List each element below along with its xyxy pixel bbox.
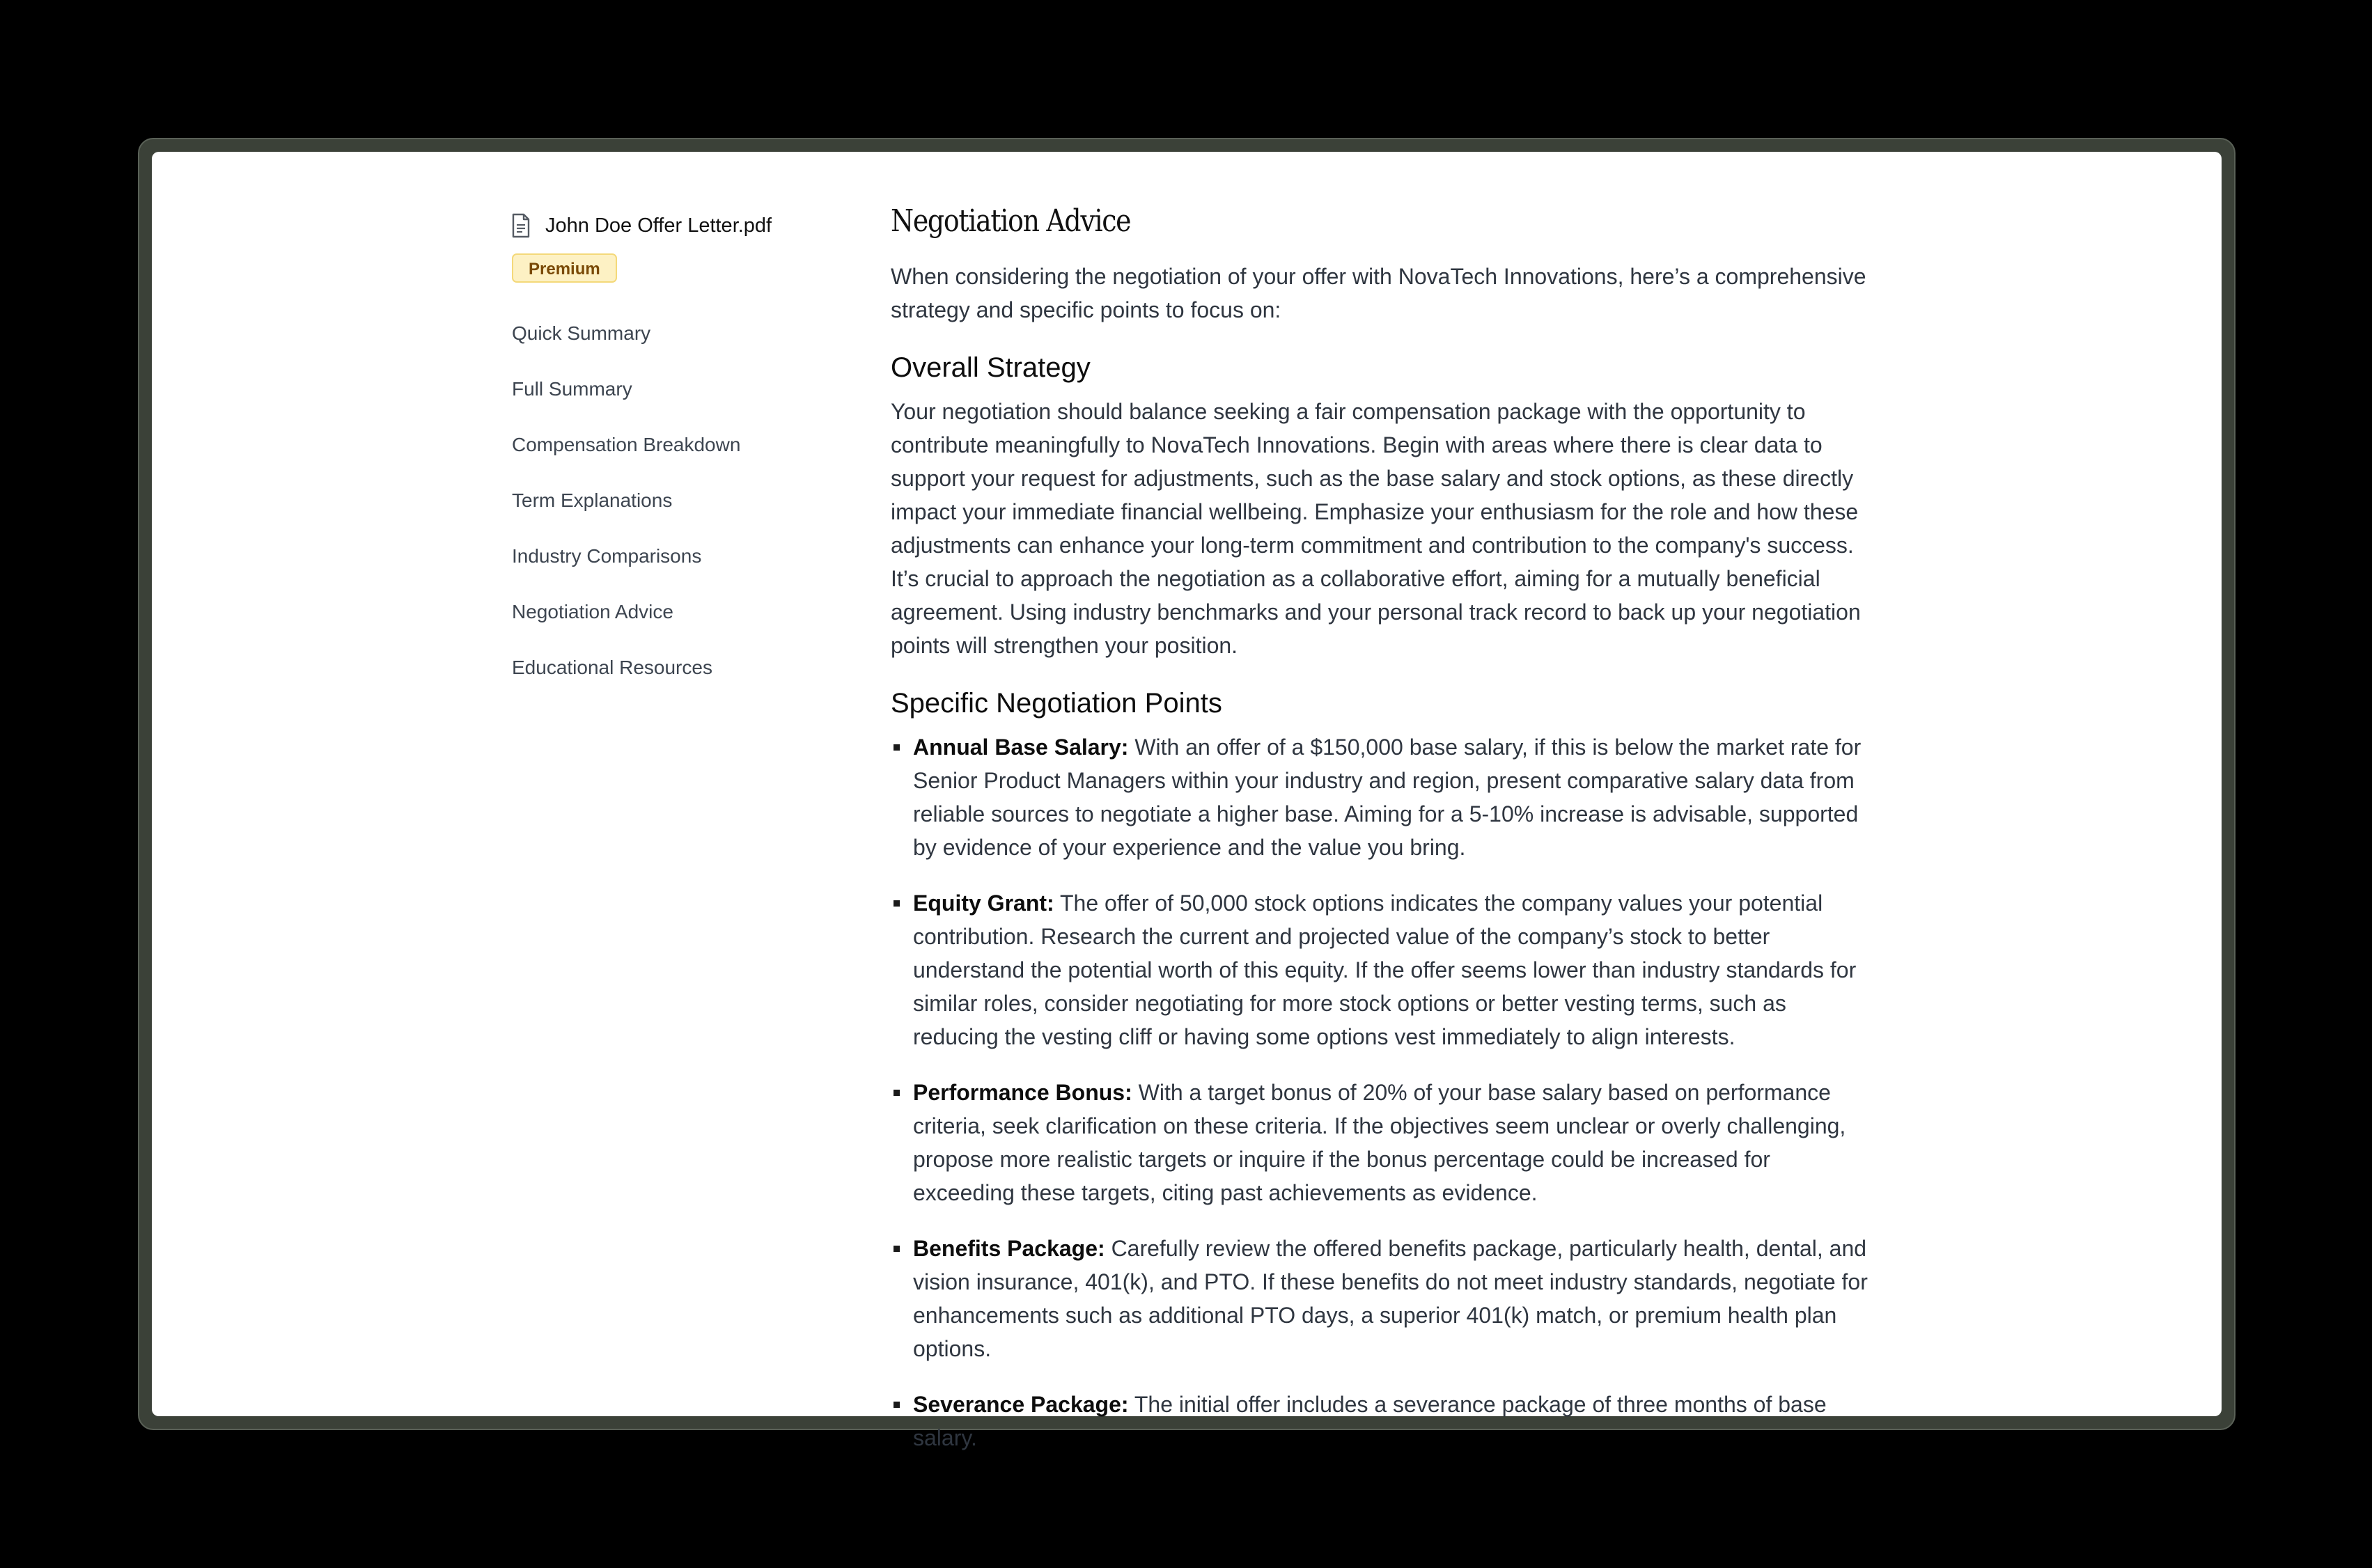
page-title: Negotiation Advice bbox=[891, 203, 1131, 239]
point-term: Annual Base Salary: bbox=[913, 735, 1129, 760]
sidebar-item-compensation-breakdown[interactable]: Compensation Breakdown bbox=[512, 434, 741, 455]
point-text: The offer of 50,000 stock options indicates the company values your potential contribution. Research the current and projected value of the company’s stock to better understand the potential worth of this equity. If the offer seems lower than industry standards for similar roles, consider negotiating for more stock options or better vesting terms, such as reducing the vesting cliff or having some options vest immediately to align interests. bbox=[913, 891, 1857, 1049]
negotiation-points-list bbox=[891, 730, 1873, 1455]
list-item bbox=[891, 1388, 1873, 1455]
point-text: The initial offer includes a severance package of three months of base salary. bbox=[913, 1392, 1827, 1450]
point-text: With an offer of a $150,000 base salary, if this is below the market rate for Senior Product Managers within your industry and region, present comparative salary data from reliable sources to negotiate a higher base. Aiming for a 5-10% increase is advisable, supported by evidence of your experience and the value you bring. bbox=[913, 735, 1862, 860]
intro-paragraph: When considering the negotiation of your offer with NovaTech Innovations, here’s a comprehensive strategy and specific points to focus on: bbox=[891, 264, 1866, 322]
document-title: John Doe Offer Letter.pdf bbox=[545, 214, 772, 237]
square-bullet-icon bbox=[894, 1402, 900, 1408]
sidebar-item-quick-summary[interactable]: Quick Summary bbox=[512, 322, 651, 344]
document-icon bbox=[512, 213, 530, 238]
main-content bbox=[891, 203, 1873, 1477]
window-frame bbox=[138, 138, 2236, 1450]
sidebar-item-full-summary[interactable]: Full Summary bbox=[512, 378, 632, 400]
strategy-heading: Overall Strategy bbox=[891, 352, 1091, 383]
sidebar-nav bbox=[512, 316, 846, 706]
strategy-paragraph: Your negotiation should balance seeking a fair compensation package with the opportunity to contribute meaningfully to NovaTech Innovations. Begin with areas where there is clear data to support your request for adjustments, such as the base salary and stock options, as these directly impact your immediate financial wellbeing. Emphasize your enthusiasm for the role and how these adjustments can enhance your long-term commitment and contribution to the company's success. It’s crucial to approach the negotiation as a collaborative effort, aiming for a mutually beneficial agreement. Using industry benchmarks and your personal track record to back up your negotiation points will strengthen your position. bbox=[891, 399, 1861, 658]
square-bullet-icon bbox=[894, 1090, 900, 1096]
list-item bbox=[891, 886, 1873, 1053]
points-heading: Specific Negotiation Points bbox=[891, 688, 1222, 719]
point-term: Performance Bonus: bbox=[913, 1080, 1132, 1105]
square-bullet-icon bbox=[894, 744, 900, 751]
sidebar-item-educational-resources[interactable]: Educational Resources bbox=[512, 657, 712, 678]
list-item bbox=[891, 1232, 1873, 1365]
square-bullet-icon bbox=[894, 1246, 900, 1252]
premium-badge: Premium bbox=[512, 253, 617, 283]
point-text: With a target bonus of 20% of your base salary based on performance criteria, seek clarification on these criteria. If the objectives seem unclear or overly challenging, propose more realistic targets or inquire if the bonus percentage could be increased for exceeding these targets, citing past achievements as evidence. bbox=[913, 1080, 1846, 1205]
app-window bbox=[152, 152, 2222, 1450]
point-term: Equity Grant: bbox=[913, 891, 1054, 916]
point-term: Severance Package: bbox=[913, 1392, 1129, 1417]
square-bullet-icon bbox=[894, 900, 900, 907]
list-item bbox=[891, 730, 1873, 864]
point-term: Benefits Package: bbox=[913, 1236, 1105, 1261]
sidebar-item-negotiation-advice[interactable]: Negotiation Advice bbox=[512, 601, 673, 622]
sidebar bbox=[512, 206, 846, 717]
point-text: Carefully review the offered benefits package, particularly health, dental, and vision insurance, 401(k), and PTO. If these benefits do not meet industry standards, negotiate for enhancements such as additional PTO days, a superior 401(k) match, or premium health plan options. bbox=[913, 1236, 1868, 1361]
sidebar-item-term-explanations[interactable]: Term Explanations bbox=[512, 489, 673, 511]
document-header bbox=[512, 206, 846, 245]
sidebar-item-industry-comparisons[interactable]: Industry Comparisons bbox=[512, 545, 702, 567]
list-item bbox=[891, 1076, 1873, 1209]
